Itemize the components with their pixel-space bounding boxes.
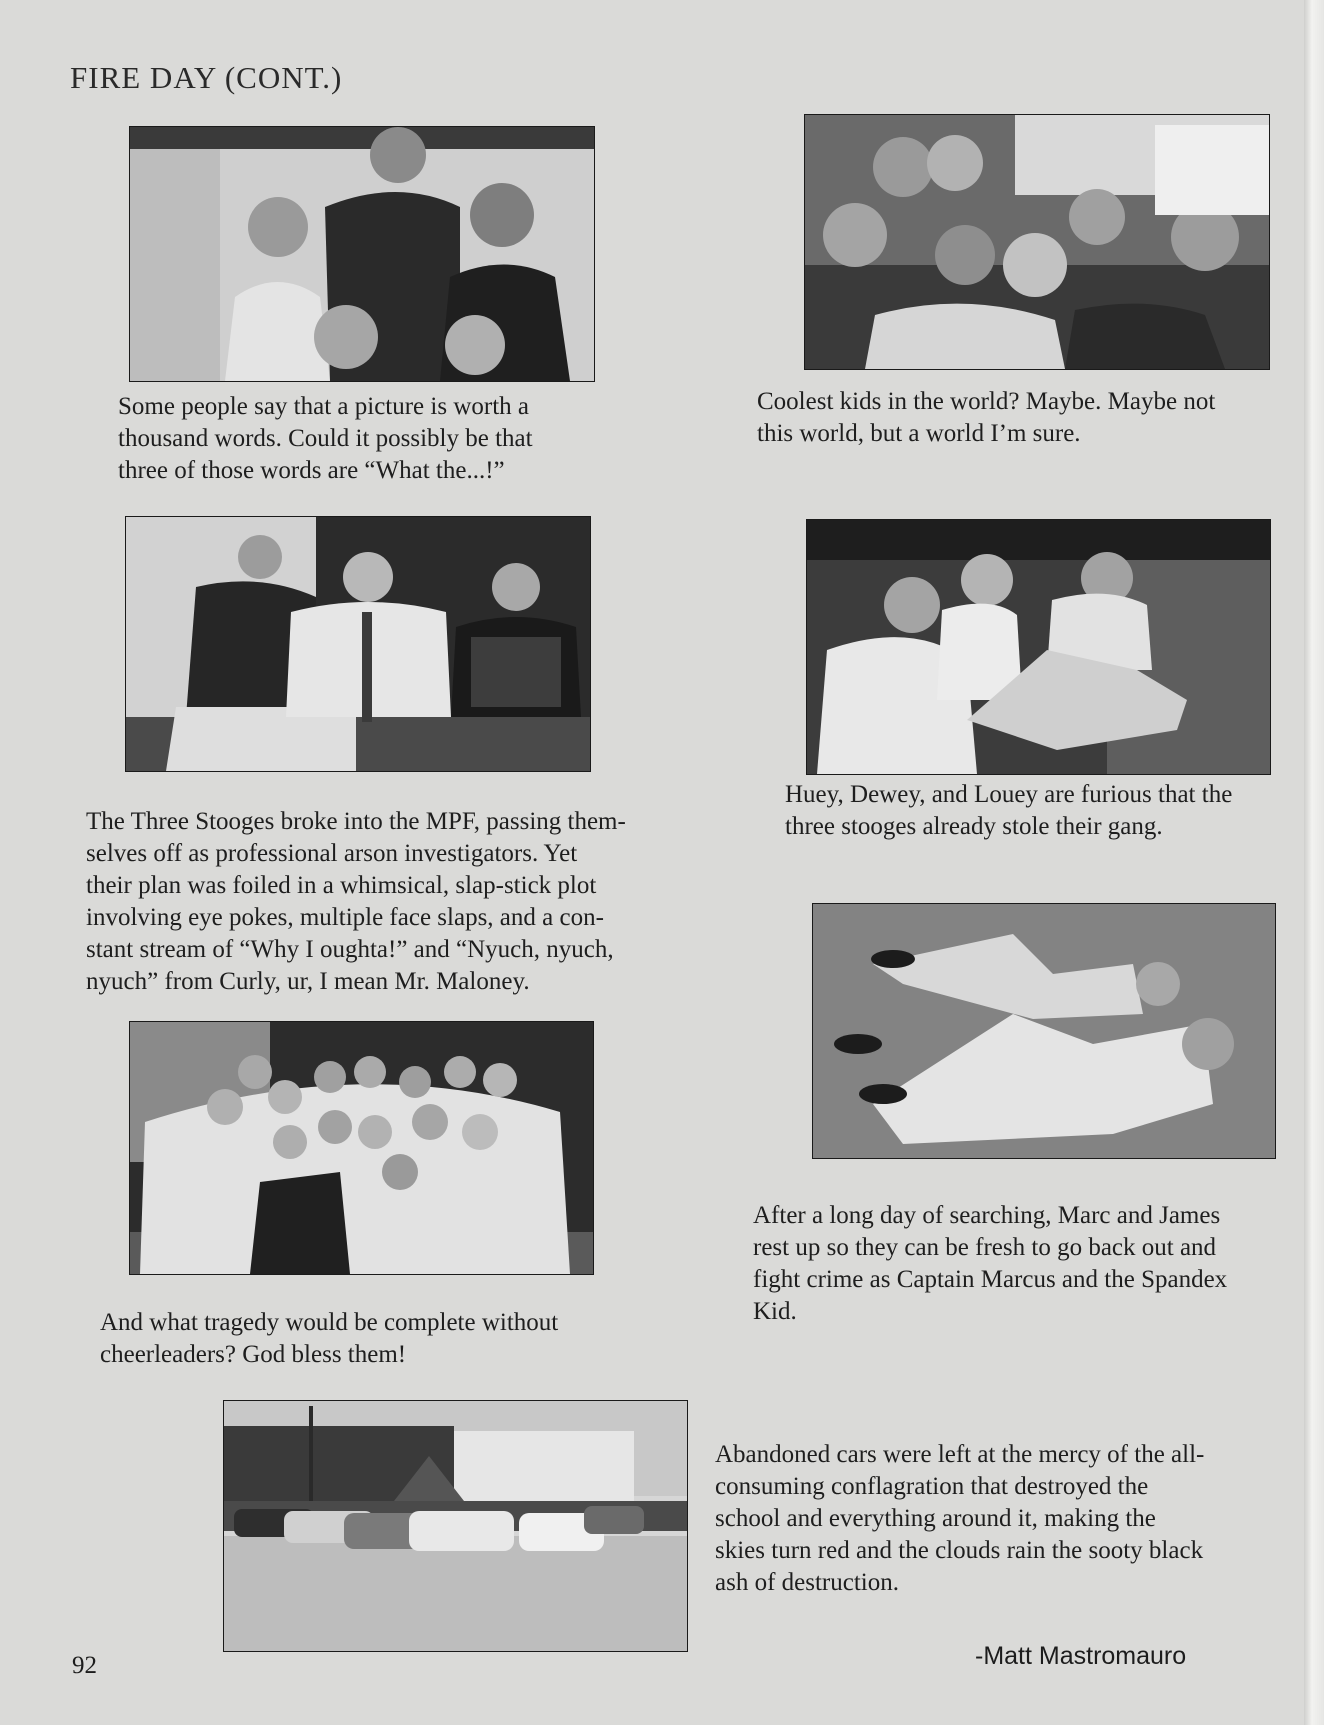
photo-coolest-kids [804,114,1270,370]
caption-abandoned-cars: Abandoned cars were left at the mercy of the all- consuming conflagration that destroyed the school and everything around it, making the skies turn red and the clouds rain the sooty black ash of destruction. [715,1441,1205,1596]
page-number: 92 [72,1652,97,1679]
photo-abandoned-cars-parking-lot [223,1400,688,1652]
caption-huey-dewey-louey: Huey, Dewey, and Louey are furious that the three stooges already stole their gang. [785,781,1233,840]
caption-marc-and-james: After a long day of searching, Marc and James rest up so they can be fresh to go back out and fight crime as Captain Marcus and the Spandex Kid. [753,1202,1228,1325]
photo-marc-and-james-resting [812,903,1276,1159]
caption-cheerleaders: And what tragedy would be complete without cheerleaders? God bless them! [100,1309,559,1368]
page-header: FIRE DAY (CONT.) [70,60,343,95]
author-byline: -Matt Mastromauro [975,1642,1187,1670]
photo-group-crossed-arms [129,126,595,382]
page-binding-edge [1304,0,1324,1725]
photo-three-stooges-teachers [125,516,591,772]
caption-picture-worth: Some people say that a picture is worth a thousand words. Could it possibly be that three of those words are “What the...!” [118,393,533,484]
photo-huey-dewey-louey [806,519,1271,775]
caption-coolest-kids: Coolest kids in the world? Maybe. Maybe not this world, but a world I’m sure. [757,388,1216,447]
photo-cheerleaders [129,1021,594,1275]
caption-three-stooges: The Three Stooges broke into the MPF, passing them- selves off as professional arson investigators. Yet their plan was foiled in a whimsical, slap-stick plot involving eye pokes, multiple face slaps, and a con- stant stream of “Why I oughta!” and “Nyuch, nyuch, nyuch” from Curly, ur, I mean Mr. Maloney. [86,808,626,995]
